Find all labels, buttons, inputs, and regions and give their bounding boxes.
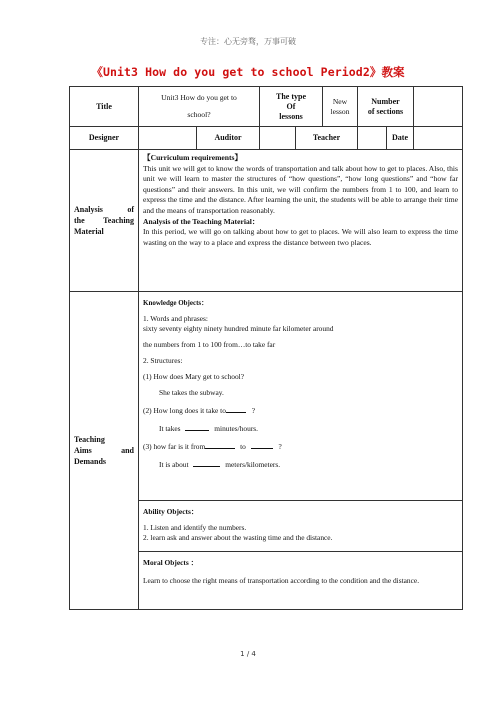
- page-number: 1 / 4: [240, 650, 256, 658]
- structure-3-answer: It is about meters/kilometers.: [159, 460, 281, 469]
- auditor-label: Auditor: [197, 127, 260, 150]
- analysis-heading: Analysis of the Teaching Material：: [143, 216, 260, 226]
- structure-1-answer: She takes the subway.: [159, 388, 224, 397]
- ability-item-1: 1. Listen and identify the numbers.: [143, 523, 247, 532]
- staff-row: [70, 127, 463, 150]
- structure-3-question: (3) how far is it from to ?: [143, 442, 282, 451]
- teacher-label: Teacher: [296, 127, 358, 150]
- lesson-type-value: New lesson: [323, 87, 358, 127]
- title-row: [70, 87, 463, 127]
- ability-item-2: 2. learn ask and answer about the wasting time and the distance.: [143, 533, 333, 542]
- header-note: 专注：心无旁骛，万事可破: [200, 37, 296, 46]
- k1-numbers: the numbers from 1 to 100 from…to take far: [143, 340, 276, 349]
- k1-heading: 1. Words and phrases:: [143, 314, 208, 323]
- title-value: Unit3 How do you get to school?: [139, 87, 260, 127]
- date-value: [414, 127, 463, 150]
- date-label: Date: [387, 127, 414, 150]
- curriculum-heading: 【Curriculum requirements】: [143, 153, 243, 162]
- teacher-value: [358, 127, 387, 150]
- auditor-value: [260, 127, 296, 150]
- designer-label: Designer: [70, 127, 139, 150]
- designer-value: [139, 127, 197, 150]
- ability-objects: [139, 501, 463, 552]
- curriculum-text: This unit we will get to know the words of transportation and talk about how to get to places. Also, this unit we will learn to master the structures of “how questions”, “how long questions” and “how far questions” and their answers. In this unit, we will confirm the numbers from 1 to 100, and learn to express the time and the distance. After learning the unit, the students will be able to arrange their time and the means of transportation reasonably.: [143, 163, 459, 215]
- lesson-type-label: The type Of lessons: [260, 87, 323, 127]
- structure-2-question: (2) How long does it take to ?: [143, 406, 256, 415]
- ability-title: Ability Objects：: [143, 507, 199, 516]
- analysis-row: [70, 150, 463, 292]
- title-label: Title: [70, 87, 139, 127]
- lesson-plan-table: [69, 86, 463, 610]
- analysis-label: Analysis of the Teaching Material: [70, 150, 139, 292]
- knowledge-objects: [139, 292, 463, 501]
- document-title: 《Unit3 How do you get to school Period2》教案: [91, 65, 405, 79]
- sections-label: Number of sections: [358, 87, 414, 127]
- k2-heading: 2. Structures:: [143, 356, 183, 365]
- structure-1-question: (1) How does Mary get to school?: [143, 372, 244, 381]
- knowledge-row: [70, 292, 463, 501]
- sections-value: [414, 87, 463, 127]
- analysis-text: In this period, we will go on talking about how to get to places. We will also learn to express the time wasting on the way to a place and express the distance between two places.: [143, 227, 459, 247]
- moral-objects: [139, 552, 463, 610]
- moral-text: Learn to choose the right means of transportation according to the condition and the distance.: [143, 576, 420, 585]
- knowledge-title: Knowledge Objects：: [143, 299, 209, 307]
- moral-title: Moral Objects ：: [143, 558, 199, 567]
- analysis-content: [139, 150, 463, 292]
- k1-words: sixty seventy eighty ninety hundred minute far kilometer around: [143, 324, 334, 333]
- aims-label: Teaching Aims and Demands: [70, 292, 139, 610]
- structure-2-answer: It takes minutes/hours.: [159, 424, 259, 433]
